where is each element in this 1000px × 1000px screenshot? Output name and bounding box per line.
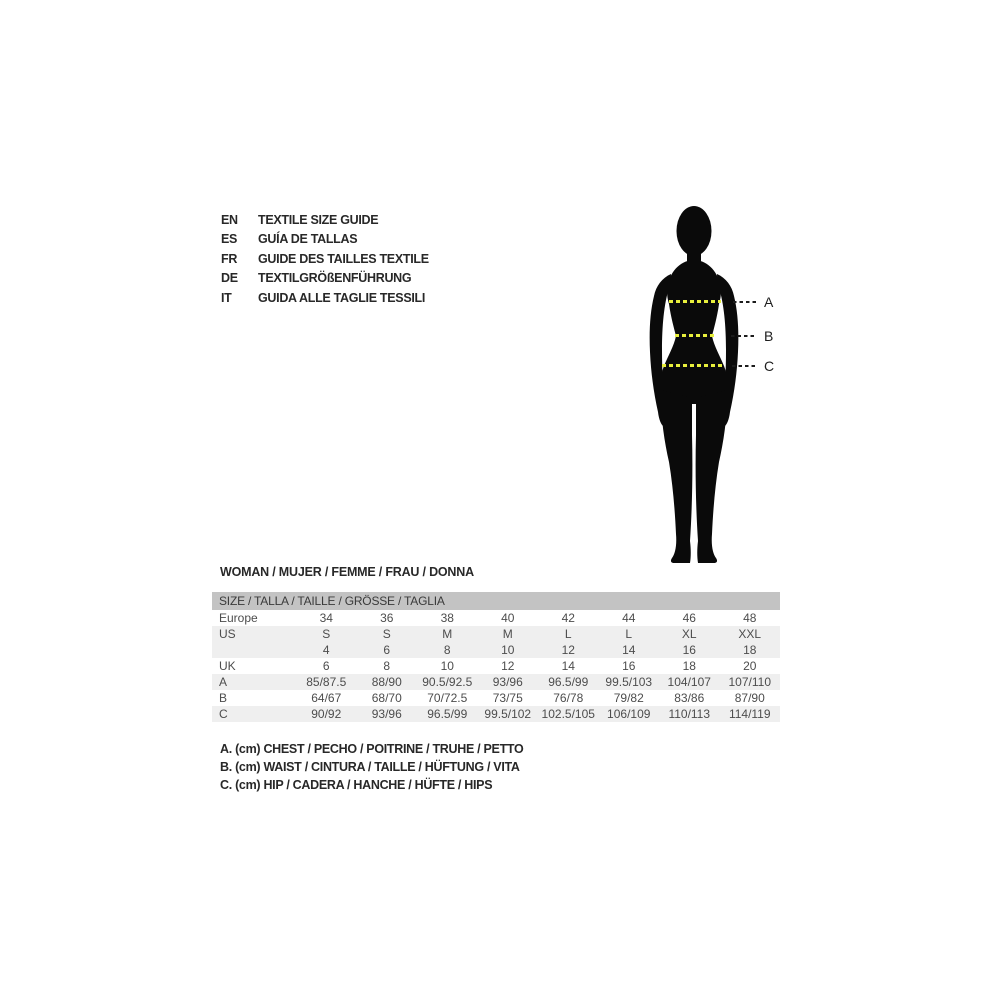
size-cell: 38 <box>440 611 454 625</box>
waist-marker-label: B <box>764 328 774 344</box>
table-row <box>212 658 780 674</box>
size-cell: 93/96 <box>371 707 402 721</box>
size-cell: 99.5/102 <box>484 707 532 721</box>
size-cell: 70/72.5 <box>427 691 468 705</box>
size-cell: 12 <box>561 643 575 657</box>
size-cell: 90/92 <box>311 707 342 721</box>
size-cell: 10 <box>440 659 454 673</box>
size-cell: 44 <box>622 611 636 625</box>
table-row <box>212 674 780 690</box>
size-cell: 48 <box>743 611 757 625</box>
chest-leader-line <box>733 301 758 303</box>
size-cell: 68/70 <box>371 691 402 705</box>
language-row <box>221 269 429 289</box>
size-cell: 16 <box>622 659 636 673</box>
row-label: B <box>219 691 228 705</box>
size-cell: 8 <box>443 643 451 657</box>
size-table <box>212 592 780 722</box>
size-cell: 40 <box>501 611 515 625</box>
table-row <box>212 626 780 642</box>
size-cell: XL <box>681 627 697 641</box>
size-cell: 85/87.5 <box>306 675 347 689</box>
size-table-body <box>212 610 780 722</box>
size-cell: S <box>382 627 391 641</box>
size-cell: 90.5/92.5 <box>422 675 473 689</box>
size-cell: 102.5/105 <box>541 707 595 721</box>
language-title: GUÍA DE TALLAS <box>258 232 358 247</box>
size-cell: 76/78 <box>553 691 584 705</box>
size-cell: 6 <box>383 643 391 657</box>
legend-line: B. (cm) WAIST / CINTURA / TAILLE / HÜFTUNG / VITA <box>220 760 520 775</box>
size-cell: 36 <box>380 611 394 625</box>
table-row <box>212 690 780 706</box>
legend-line: A. (cm) CHEST / PECHO / POITRINE / TRUHE / PETTO <box>220 742 524 756</box>
size-cell: 20 <box>743 659 757 673</box>
size-cell: 42 <box>561 611 575 625</box>
row-label: Europe <box>219 611 258 625</box>
language-row <box>221 230 429 250</box>
language-row <box>221 210 429 230</box>
size-cell: 18 <box>682 659 696 673</box>
size-cell: 79/82 <box>613 691 644 705</box>
size-cell: 83/86 <box>674 691 705 705</box>
hip-leader-line <box>732 365 757 367</box>
language-row <box>221 249 429 269</box>
size-cell: L <box>564 627 572 641</box>
hip-marker-label: C <box>764 358 775 374</box>
language-guide-list <box>221 210 429 308</box>
legend-line: C. (cm) HIP / CADERA / HANCHE / HÜFTE / HIPS <box>220 778 493 793</box>
table-row <box>212 706 780 722</box>
size-cell: 8 <box>383 659 391 673</box>
waist-leader-line <box>731 335 756 337</box>
size-cell: 46 <box>682 611 696 625</box>
size-cell: 106/109 <box>607 707 651 721</box>
chest-dash-line <box>669 300 721 303</box>
language-code: IT <box>221 290 232 305</box>
size-table-header: SIZE / TALLA / TAILLE / GRÖSSE / TAGLIA <box>212 592 780 610</box>
language-title: TEXTILGRÖßENFÜHRUNG <box>258 271 412 286</box>
waist-dash-line <box>675 334 717 337</box>
size-cell: 110/113 <box>668 707 711 721</box>
size-cell: 93/96 <box>492 675 523 689</box>
size-cell: S <box>322 627 331 641</box>
size-cell: 18 <box>743 643 757 657</box>
size-cell: 87/90 <box>734 691 765 705</box>
language-code: ES <box>221 232 238 247</box>
size-cell: 73/75 <box>492 691 523 705</box>
row-label: UK <box>219 659 236 673</box>
woman-silhouette <box>638 200 758 570</box>
size-cell: L <box>625 627 633 641</box>
size-cell: 104/107 <box>667 675 711 689</box>
size-cell: 6 <box>322 659 330 673</box>
size-cell: 16 <box>682 643 696 657</box>
size-cell: 99.5/103 <box>605 675 653 689</box>
size-cell: 107/110 <box>728 675 771 689</box>
size-cell: 12 <box>501 659 515 673</box>
language-title: TEXTILE SIZE GUIDE <box>258 212 379 227</box>
gender-section-title: WOMAN / MUJER / FEMME / FRAU / DONNA <box>220 565 474 579</box>
size-cell: XXL <box>738 627 762 641</box>
size-cell: 4 <box>322 643 330 657</box>
language-title: GUIDE DES TAILLES TEXTILE <box>258 251 429 266</box>
language-row <box>221 288 429 308</box>
size-cell: 96.5/99 <box>427 707 468 721</box>
size-cell: M <box>502 627 513 641</box>
language-code: FR <box>221 251 238 266</box>
size-cell: 14 <box>561 659 575 673</box>
language-code: EN <box>221 212 238 227</box>
table-row <box>212 642 780 658</box>
size-cell: 96.5/99 <box>548 675 589 689</box>
silhouette-shape <box>650 206 739 563</box>
chest-marker-label: A <box>764 294 774 310</box>
measure-legend <box>220 742 523 797</box>
size-cell: 114/119 <box>728 707 771 721</box>
language-title: GUIDA ALLE TAGLIE TESSILI <box>258 290 426 305</box>
size-cell: 10 <box>501 643 515 657</box>
size-cell: 88/90 <box>371 675 402 689</box>
size-cell: 14 <box>622 643 636 657</box>
row-label: US <box>219 627 236 641</box>
hip-dash-line <box>662 364 725 367</box>
row-label: C <box>219 707 228 721</box>
size-cell: M <box>442 627 453 641</box>
size-cell: 64/67 <box>311 691 342 705</box>
row-label: A <box>219 675 228 689</box>
size-cell: 34 <box>319 611 333 625</box>
language-code: DE <box>221 271 238 286</box>
table-row <box>212 610 780 626</box>
